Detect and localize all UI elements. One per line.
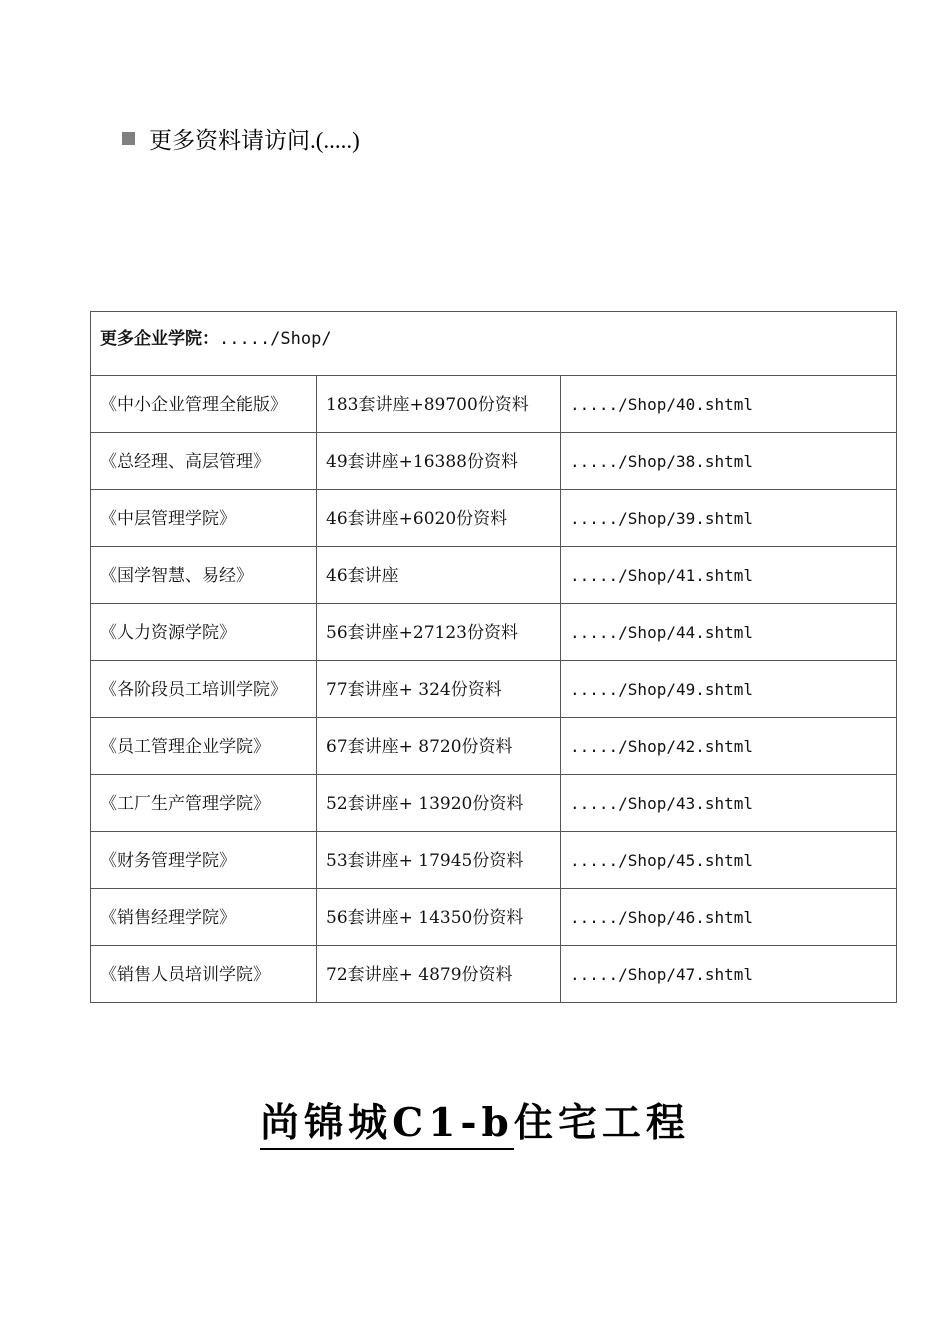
course-content-cell: 77套讲座+ 324份资料 bbox=[317, 661, 561, 718]
table-row bbox=[91, 376, 897, 433]
course-link-table bbox=[90, 311, 897, 1003]
course-url-link[interactable]: ...../Shop/41.shtml bbox=[561, 547, 897, 604]
course-name-cell: 《销售人员培训学院》 bbox=[91, 946, 317, 1003]
course-name-cell: 《中小企业管理全能版》 bbox=[91, 376, 317, 433]
course-name-cell: 《工厂生产管理学院》 bbox=[91, 775, 317, 832]
table-row bbox=[91, 946, 897, 1003]
course-content-cell: 52套讲座+ 13920份资料 bbox=[317, 775, 561, 832]
course-name-cell: 《国学智慧、易经》 bbox=[91, 547, 317, 604]
course-name-cell: 《各阶段员工培训学院》 bbox=[91, 661, 317, 718]
course-content-cell: 46套讲座 bbox=[317, 547, 561, 604]
course-name-cell: 《员工管理企业学院》 bbox=[91, 718, 317, 775]
square-bullet-icon bbox=[122, 132, 135, 145]
course-name-cell: 《中层管理学院》 bbox=[91, 490, 317, 547]
table-row bbox=[91, 832, 897, 889]
notice-line bbox=[122, 122, 360, 155]
course-content-cell: 67套讲座+ 8720份资料 bbox=[317, 718, 561, 775]
course-url-link[interactable]: ...../Shop/38.shtml bbox=[561, 433, 897, 490]
course-content-cell: 46套讲座+6020份资料 bbox=[317, 490, 561, 547]
course-url-link[interactable]: ...../Shop/49.shtml bbox=[561, 661, 897, 718]
course-name-cell: 《财务管理学院》 bbox=[91, 832, 317, 889]
course-name-cell: 《人力资源学院》 bbox=[91, 604, 317, 661]
document-title-underlined: 尚锦城C1-b bbox=[260, 1100, 514, 1150]
table-row bbox=[91, 718, 897, 775]
course-content-cell: 72套讲座+ 4879份资料 bbox=[317, 946, 561, 1003]
course-content-cell: 56套讲座+ 14350份资料 bbox=[317, 889, 561, 946]
notice-text: 更多资料请访问.(.....) bbox=[149, 128, 360, 153]
table-header-url[interactable]: ...../Shop/ bbox=[219, 329, 332, 349]
course-name-cell: 《总经理、高层管理》 bbox=[91, 433, 317, 490]
table-row bbox=[91, 433, 897, 490]
course-url-link[interactable]: ...../Shop/40.shtml bbox=[561, 376, 897, 433]
course-content-cell: 56套讲座+27123份资料 bbox=[317, 604, 561, 661]
table-row bbox=[91, 775, 897, 832]
table-row bbox=[91, 661, 897, 718]
table-header-label: 更多企业学院： bbox=[100, 329, 219, 349]
course-content-cell: 183套讲座+89700份资料 bbox=[317, 376, 561, 433]
table-row bbox=[91, 547, 897, 604]
course-url-link[interactable]: ...../Shop/47.shtml bbox=[561, 946, 897, 1003]
course-url-link[interactable]: ...../Shop/44.shtml bbox=[561, 604, 897, 661]
course-url-link[interactable]: ...../Shop/39.shtml bbox=[561, 490, 897, 547]
course-url-link[interactable]: ...../Shop/46.shtml bbox=[561, 889, 897, 946]
course-url-link[interactable]: ...../Shop/43.shtml bbox=[561, 775, 897, 832]
course-content-cell: 53套讲座+ 17945份资料 bbox=[317, 832, 561, 889]
table-row bbox=[91, 604, 897, 661]
course-url-link[interactable]: ...../Shop/45.shtml bbox=[561, 832, 897, 889]
course-content-cell: 49套讲座+16388份资料 bbox=[317, 433, 561, 490]
course-url-link[interactable]: ...../Shop/42.shtml bbox=[561, 718, 897, 775]
table-header-cell bbox=[91, 312, 897, 376]
document-title bbox=[0, 1092, 950, 1148]
table-row bbox=[91, 490, 897, 547]
course-name-cell: 《销售经理学院》 bbox=[91, 889, 317, 946]
document-title-rest: 住宅工程 bbox=[513, 1100, 690, 1146]
table-row bbox=[91, 889, 897, 946]
table-header-row bbox=[91, 312, 897, 376]
